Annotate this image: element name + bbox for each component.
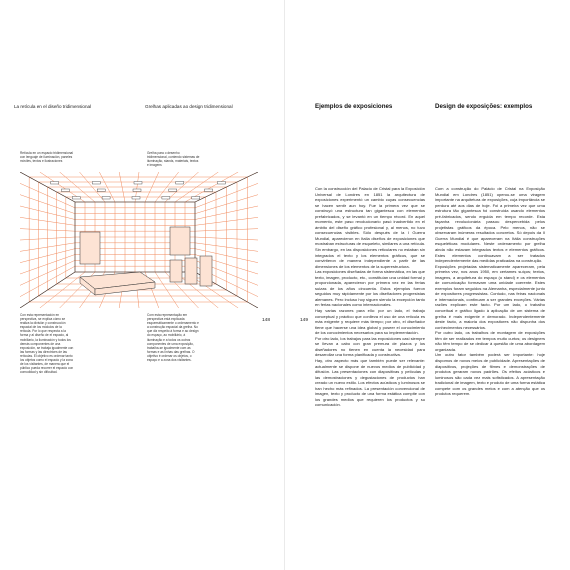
ceiling-light bbox=[132, 197, 140, 200]
figure-caption-top-es: Retícula en un espacio tridimensional con lenguaje de iluminación, paneles móviles, textos e ilustraciones bbox=[20, 151, 73, 163]
perspective-grid-illustration bbox=[20, 172, 258, 308]
ceiling-light bbox=[192, 197, 200, 200]
right-page bbox=[285, 0, 570, 570]
ceiling-light bbox=[92, 182, 100, 185]
paragraph: Por outro lado, os trabalhos de montagem de exposições têm de ser realizados em tempos muito curtos; os designers não têm tempo de se dedicar à questão de uma abordagem organizada. bbox=[435, 330, 545, 352]
section-title-es: Ejemplos de exposiciones bbox=[315, 103, 393, 110]
ceiling-light bbox=[169, 189, 177, 192]
left-header-es: La retícula en el diseño tridimensional bbox=[14, 104, 92, 109]
ceiling-light bbox=[162, 197, 170, 200]
page-number-right: 149 bbox=[300, 318, 309, 323]
paragraph: Por otro lado, los trabajos para las exposiciones casi siempre se llevan a cabo con gran premura de plazos y los diseñadores no tienen en cuenta la necesidad para desarrollar una forma planificada y constructiva. bbox=[315, 335, 425, 358]
paragraph: Hay varias razones para ello: por un lado, el trabajo conceptual y práctico que conlleva el uso de una retícula es más exigente y requiere más tiempo; por otro, el diseñador tiene que hacerse una idea global y poseer el conocimiento de los conocimientos necesarios para su implementación. bbox=[315, 308, 425, 336]
ceiling-lights bbox=[51, 182, 226, 200]
caption-bottom-pt: Com esta representação em perspectiva está explicada esquemáticamente o ordenamento e a construção espacial da grelha. No que diz respeito à forma e ao design do espaço, ao mobiliário, à iluminação e a todos os outros componentes de uma exposição, trabalha-se igualmente com as formas e as linhas das grelhas. O objetivo é ordenar os objetos, o espaço e a zona dos visitantes. bbox=[147, 313, 199, 363]
body-column-pt bbox=[435, 186, 545, 397]
paragraph: Hay, otro aspecto más que también puede ser relevante: actualmente se dispone de nuevos medios de publicidad y difusión. Las presentaciones con diapositivas y películas y las demostraciones y degustaciones de productos han creado un nuevo estilo. Los efectos acústicos y luminosos se han hecho más refinados. La presentación convencional de imagen, texto y producto de una forma estática compite con los grandes medios que requieren los productos y su comunicación. bbox=[315, 357, 425, 408]
ceiling-light bbox=[61, 189, 69, 192]
ceiling-light bbox=[176, 182, 184, 185]
paragraph: Um outro fator também poderá ser importante: hoje dispomos de novos meios de publicidade. Apresentações de diapositivos, projeções de filmes e demonstrações de produtos geraram novos padrões. Os efeitos acústicos e luminosos são cada vez mais sofisticados. A apresentação tradicional de imagem, texto e produto de uma forma estática compete com os grandes meios e com a atenção que os produtos requerem. bbox=[435, 352, 545, 397]
body-column-es bbox=[315, 186, 425, 408]
caption-bottom-es: Con esta representación en perspectiva, se explica cómo se realiza la división y construcción espacial de los módulos de la retícula. Por lo que respecta a la forma y al diseño de el espacio, al mobiliario, la iluminación y todos los demás componentes de una exposición, se trabaja igualmente con las formas y las directrices de las retículas. El objetivo es ordenar tanto los objetos como el espacio y la zona de los visitantes, de manera que el público pueda recorrer el espacio con comodidad y sin dificultad. bbox=[20, 313, 74, 375]
section-title-pt: Design de exposições: exemplos bbox=[435, 103, 533, 110]
paragraph: Las exposiciones diseñadas de forma sistemática, en las que texto, imagen, producto, etc., constituían una unidad formal y proporcionada, aparecieron por primera vez en las ferias suizas de los años cincuenta. Estos ejemplos fueron seguidos muy rápidamente por los diseñadores progresistas alemanes. Pero incluso hoy siguen siendo la excepción tanto en ferias nacionales como internacionales. bbox=[315, 269, 426, 308]
ceiling-light bbox=[133, 189, 141, 192]
paragraph: Com a construção do Palácio de Cristal na Exposição Mundial em Londres (1851) operou-se uma viragem importante na arquitetura de exposições, cuja importância se perdura até aos dias de hoje. Foi a primeira vez que uma estrutura tão gigantesca foi construída usando elementos pré-fabricados, sendo erguida em tempo recorde. Esta façanha revolucionária passou despercebida pelos projetistas gráficos da época. Pelo menos, não se observaram inúmeras resultados concretos. Só depois da II Guerra Mundial é que apareceram na Itália construções esqueléticas modulares. Neste ordenamento por grelha ainda não estavam integrados textos e elementos gráficos. Estes elementos continuavam a ser tratados independentemente das medidas praticadas na construção. bbox=[435, 186, 545, 264]
ceiling-light bbox=[72, 197, 80, 200]
ceiling-light bbox=[97, 189, 105, 192]
page-number-left: 148 bbox=[262, 318, 271, 323]
paragraph: Exposições projetadas sistematicamente apareceram, pela primeira vez, nos anos 1950, em certames suíços; textos, imagens, a arquitetura do espaço (o stand) e os elementos de comunicação formavam uma unidade coerente. Estes exemplos foram seguidos na Alemanha, especialmente junto de expositores progressistas. Contudo, nas feiras nacionais e internacionais, continuam a ser grandes exceções. Várias razões explicam este facto. Por um lado, o trabalho conceitual e gráfico ligado à aplicação de um sistema de grelha é mais exigente e demorado. Independentemente deste facto, a maioria dos expositores não dispunha dos conhecimentos necessários. bbox=[435, 263, 545, 330]
ceiling-light bbox=[217, 182, 225, 185]
ceiling-light bbox=[134, 182, 142, 185]
left-header-pt: Grelhas aplicadas ao design tridimensional bbox=[145, 104, 233, 109]
figure-caption-top-pt: Grelha para o desenho tridimensional, contendo sistemas de iluminação, stands, materiais, textos e imagens bbox=[147, 151, 200, 167]
paragraph: Con la construcción del Palacio de Cristal para la Exposición Universal de Londres en 1851 la arquitectura de exposiciones experimentó un cambio cuyas consecuencias se hacen sentir aun hoy. Fue la primera vez que se construyó una estructura tan gigantesca con elementos prefabricados, y se levantó en un tiempo récord. En aquel momento, este paso revolucionario pasó inadvertido en el ámbito del diseño gráfico profesional y, al menos, no tuvo consecuencias visibles. Sólo después de la I Guerra Mundial, aparecieron en Italia diseños de exposiciones que mostraban estructuras de esqueleto, similares a una retícula. Sin embargo, en las disposiciones reticulares no estaban sin integrados el texto y los elementos gráficos, que se convirtieron de manera independiente a partir de las dimensiones de los elementos de la superestructura. bbox=[315, 186, 425, 269]
ceiling-light bbox=[102, 197, 110, 200]
ceiling-light bbox=[51, 182, 59, 185]
ceiling-light bbox=[205, 189, 213, 192]
